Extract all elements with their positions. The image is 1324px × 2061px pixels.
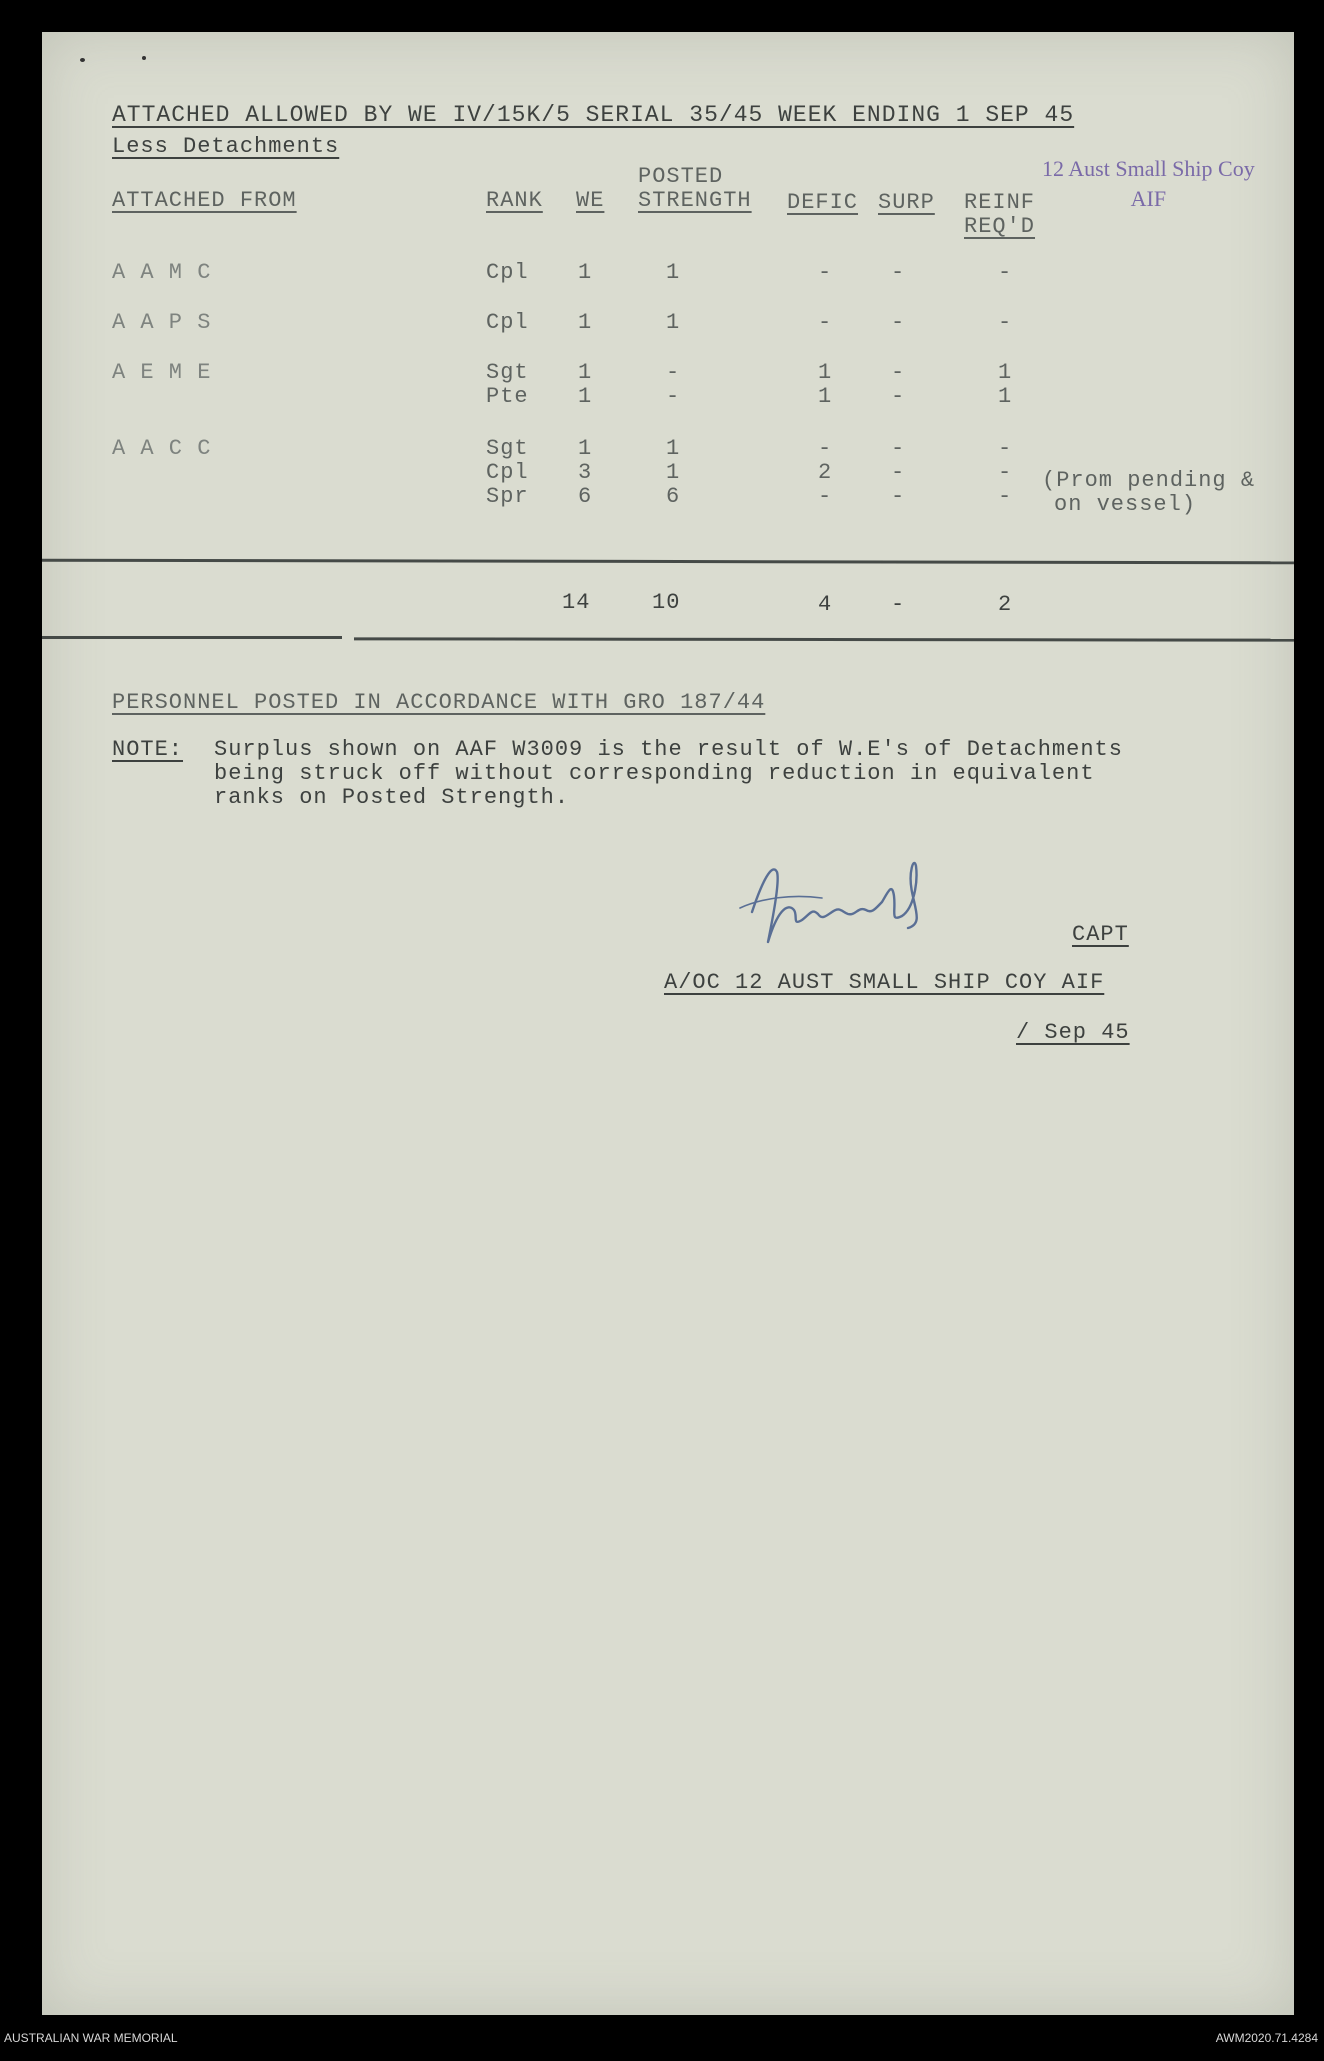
cell-we: 6: [578, 484, 593, 509]
note-line-2: being struck off without corresponding reduction in equivalent: [214, 761, 1095, 786]
col-header-defic: DEFIC: [787, 190, 859, 215]
footer-left: AUSTRALIAN WAR MEMORIAL: [4, 2031, 178, 2045]
col-header-reinf-bottom: REQ'D: [964, 214, 1036, 239]
cell-surp: -: [891, 310, 906, 335]
cell-rank: Sgt: [486, 436, 529, 461]
cell-rank: Spr: [486, 484, 529, 509]
total-we: 14: [562, 590, 591, 615]
signature-position: A/OC 12 AUST SMALL SHIP COY AIF: [664, 970, 1105, 995]
row-remark-line-1: (Prom pending &: [1042, 468, 1256, 493]
cell-defic: -: [818, 436, 833, 461]
cell-reinf: -: [998, 436, 1013, 461]
note-label: NOTE:: [112, 737, 184, 762]
cell-posted: 1: [666, 436, 681, 461]
total-surp: -: [891, 592, 906, 617]
cell-surp: -: [891, 384, 906, 409]
cell-posted: -: [666, 360, 681, 385]
col-header-surp: SURP: [878, 190, 935, 215]
cell-defic: -: [818, 310, 833, 335]
personnel-heading: PERSONNEL POSTED IN ACCORDANCE WITH GRO 187/44: [112, 690, 766, 715]
cell-posted: 1: [666, 460, 681, 485]
stamp-line-1: 12 Aust Small Ship Coy: [1042, 156, 1255, 181]
cell-surp: -: [891, 436, 906, 461]
cell-reinf: -: [998, 484, 1013, 509]
total-reinf: 2: [998, 592, 1013, 617]
cell-we: 3: [578, 460, 593, 485]
total-defic: 4: [818, 592, 833, 617]
cell-we: 1: [578, 260, 593, 285]
cell-defic: -: [818, 260, 833, 285]
col-header-reinf-top: REINF: [964, 190, 1036, 215]
row-remark-line-2: on vessel): [1054, 492, 1197, 517]
cell-surp: -: [891, 360, 906, 385]
cell-reinf: 1: [998, 360, 1013, 385]
cell-reinf: -: [998, 260, 1013, 285]
note-line-3: ranks on Posted Strength.: [214, 785, 570, 810]
document-title: ATTACHED ALLOWED BY WE IV/15K/5 SERIAL 35/45 WEEK ENDING 1 SEP 45: [112, 102, 1075, 128]
cell-reinf: -: [998, 310, 1013, 335]
divider-top: [42, 559, 1294, 565]
cell-rank: Cpl: [486, 460, 529, 485]
cell-surp: -: [891, 484, 906, 509]
cell-we: 1: [578, 310, 593, 335]
cell-defic: 2: [818, 460, 833, 485]
document-page: [42, 32, 1294, 2015]
stamp-line-2: AIF: [1130, 185, 1167, 211]
cell-we: 1: [578, 436, 593, 461]
cell-unit: A A P S: [112, 310, 212, 335]
cell-reinf: 1: [998, 384, 1013, 409]
cell-defic: 1: [818, 360, 833, 385]
ink-speck: [80, 58, 85, 62]
col-header-we: WE: [576, 188, 605, 213]
unit-stamp: [1042, 154, 1255, 213]
total-posted: 10: [652, 590, 681, 615]
divider-bottom-left: [42, 636, 342, 639]
cell-defic: 1: [818, 384, 833, 409]
cell-defic: -: [818, 484, 833, 509]
signature-rank: CAPT: [1072, 922, 1129, 947]
signature-date: / Sep 45: [1016, 1020, 1130, 1045]
cell-posted: 6: [666, 484, 681, 509]
cell-posted: -: [666, 384, 681, 409]
col-header-rank: RANK: [486, 188, 543, 213]
cell-unit: A E M E: [112, 360, 212, 385]
cell-we: 1: [578, 384, 593, 409]
cell-posted: 1: [666, 260, 681, 285]
cell-surp: -: [891, 460, 906, 485]
col-header-posted-bottom: STRENGTH: [638, 188, 752, 213]
cell-reinf: -: [998, 460, 1013, 485]
col-header-attached-from: ATTACHED FROM: [112, 188, 297, 213]
cell-surp: -: [891, 260, 906, 285]
cell-unit: A A M C: [112, 260, 212, 285]
cell-rank: Sgt: [486, 360, 529, 385]
cell-rank: Pte: [486, 384, 529, 409]
col-header-posted-top: POSTED: [638, 164, 724, 189]
footer-right: AWM2020.71.4284: [1215, 2031, 1318, 2045]
handwritten-signature: [732, 842, 972, 952]
note-line-1: Surplus shown on AAF W3009 is the result of W.E's of Detachments: [214, 737, 1123, 762]
cell-rank: Cpl: [486, 310, 529, 335]
document-subtitle: Less Detachments: [112, 134, 340, 159]
cell-rank: Cpl: [486, 260, 529, 285]
cell-posted: 1: [666, 310, 681, 335]
cell-unit: A A C C: [112, 436, 212, 461]
cell-we: 1: [578, 360, 593, 385]
ink-speck: [142, 56, 146, 60]
divider-bottom-right: [354, 637, 1294, 641]
